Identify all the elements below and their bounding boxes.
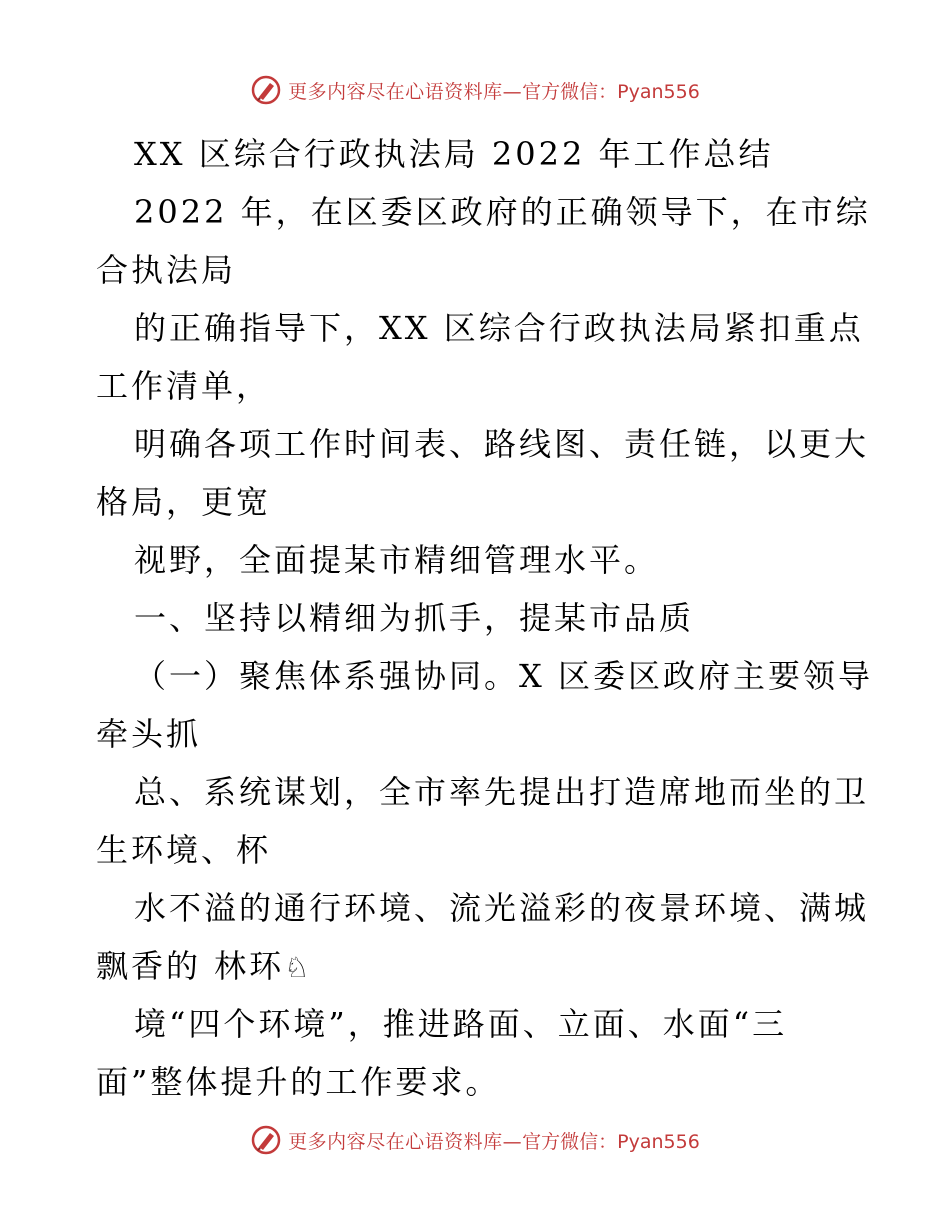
paragraph-line: 境“四个环境”，推进路面、立面、水面“三 (134, 1005, 788, 1043)
banner-wechat: 官方微信：Pyan556 (522, 1130, 700, 1153)
paragraph-line: 面”整体提升的工作要求。 (96, 1063, 501, 1101)
footer-watermark-banner (0, 1120, 950, 1160)
paragraph-line: 牵头抓 (96, 715, 202, 753)
paragraph-line: 明确各项工作时间表、路线图、责任链，以更大 (134, 425, 870, 463)
document-title: XX 区综合行政执法局 2022 年工作总结 (134, 135, 774, 173)
paragraph-line: 工作清单， (96, 367, 272, 405)
paragraph-text: 飘香的 林环 (96, 947, 285, 985)
knight-glyph-icon: ♘ (284, 951, 313, 984)
paragraph-line: 格局，更宽 (96, 483, 272, 521)
paragraph-line: 生环境、杯 (96, 831, 272, 869)
banner-text: 更多内容尽在心语资料库— (288, 1130, 523, 1153)
section-heading: 一、坚持以精细为抓手，提某市品质 (134, 599, 695, 637)
paragraph-line: 视野，全面提某市精细管理水平。 (134, 541, 660, 579)
pen-logo-icon (250, 1124, 282, 1156)
paragraph-line: 合执法局 (96, 251, 237, 289)
pen-logo-icon (250, 74, 282, 106)
paragraph-line: 水不溢的通行环境、流光溢彩的夜景环境、满城 (134, 889, 870, 927)
paragraph-line (96, 937, 856, 995)
paragraph-line: 总、系统谋划，全市率先提出打造席地而坐的卫 (134, 773, 870, 811)
document-body (96, 125, 873, 1111)
paragraph-line: 2022 年，在区委区政府的正确领导下，在市综 (134, 193, 871, 231)
subsection-heading: （一）聚焦体系强协同。X 区委区政府主要领导 (134, 657, 873, 695)
banner-wechat: 官方微信：Pyan556 (522, 80, 700, 103)
paragraph-line: 的正确指导下，XX 区综合行政执法局紧扣重点 (134, 309, 864, 347)
header-watermark-banner (0, 70, 950, 110)
banner-text: 更多内容尽在心语资料库— (288, 80, 523, 103)
